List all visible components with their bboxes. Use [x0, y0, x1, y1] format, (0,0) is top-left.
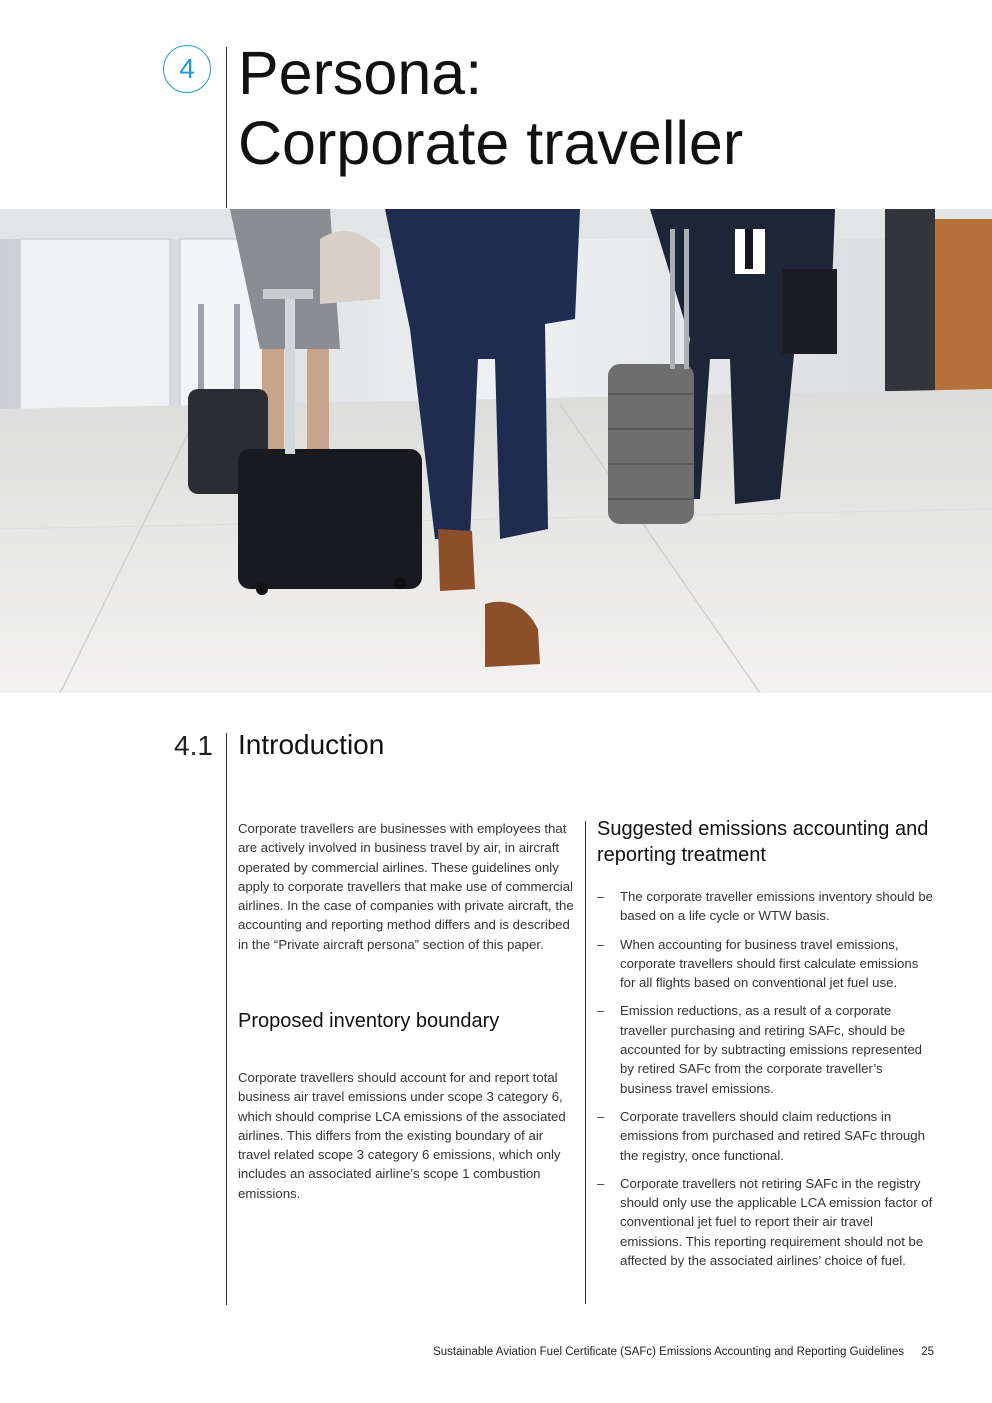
list-item [597, 1107, 937, 1165]
column-divider [585, 821, 586, 1304]
list-item [597, 887, 937, 926]
hero-photo [0, 209, 992, 693]
title-divider [226, 47, 227, 208]
section-title: Introduction [238, 729, 385, 760]
boundary-paragraph: Corporate travellers should account for and report total business air travel emissions under scope 3 category 6, which should comprise LCA emissions of the associated airlines. This differs from the existing boundary of air travel related scope 3 category 6 emissions, which only includes an associated airline’s scope 1 combustion emissions. [238, 1070, 566, 1201]
list-item-text: Corporate travellers not retiring SAFc in the registry should only use the applicable LCA emission factor of conventional jet fuel to report their air travel emissions. This reporting requirement should not be affected by the associated airlines’ choice of fuel. [620, 1175, 933, 1269]
page-footer [433, 1346, 934, 1358]
section-divider [226, 733, 227, 1305]
bullet-dash: – [597, 936, 605, 952]
bullet-dash: – [597, 1175, 605, 1191]
list-item [597, 1174, 937, 1270]
section-number: 4.1 [174, 730, 213, 761]
list-item-text: When accounting for business travel emissions, corporate travellers should first calculate emissions for all flights based on conventional jet fuel use. [620, 936, 919, 991]
chapter-number-badge: 4 [163, 45, 211, 93]
footer-document-title: Sustainable Aviation Fuel Certificate (SAFc) Emissions Accounting and Reporting Guidelines [433, 1346, 904, 1358]
treatment-list [597, 887, 937, 1279]
list-item-text: Corporate travellers should claim reductions in emissions from purchased and retired SAFc through the registry, once functional. [620, 1108, 925, 1163]
list-item-text: Emission reductions, as a result of a corporate traveller purchasing and retiring SAFc, should be accounted for by subtracting emissions represented by retired SAFc from the corporate traveller’s business travel emissions. [620, 1003, 923, 1096]
treatment-heading: Suggested emissions accounting and reporting treatment [597, 818, 929, 866]
boundary-heading: Proposed inventory boundary [238, 1010, 500, 1032]
bullet-dash: – [597, 1003, 605, 1019]
page-number: 25 [921, 1346, 934, 1358]
list-item-text: The corporate traveller emissions inventory should be based on a life cycle or WTW basis. [620, 889, 933, 924]
page-title-line-2: Corporate traveller [238, 109, 744, 177]
page-title-line-1: Persona: [238, 39, 483, 107]
bullet-dash: – [597, 889, 605, 904]
bullet-dash: – [597, 1108, 605, 1124]
list-item [597, 935, 937, 993]
intro-paragraph: Corporate travellers are businesses with employees that are actively involved in business travel by air, in aircraft operated by commercial airlines. These guidelines only apply to corporate travellers that make use of commercial airlines. In the case of companies with private aircraft, the accounting and reporting method differs and is described in the “Private aircraft persona” section of this paper. [238, 821, 574, 952]
page-title [238, 38, 938, 178]
list-item [597, 1001, 937, 1097]
